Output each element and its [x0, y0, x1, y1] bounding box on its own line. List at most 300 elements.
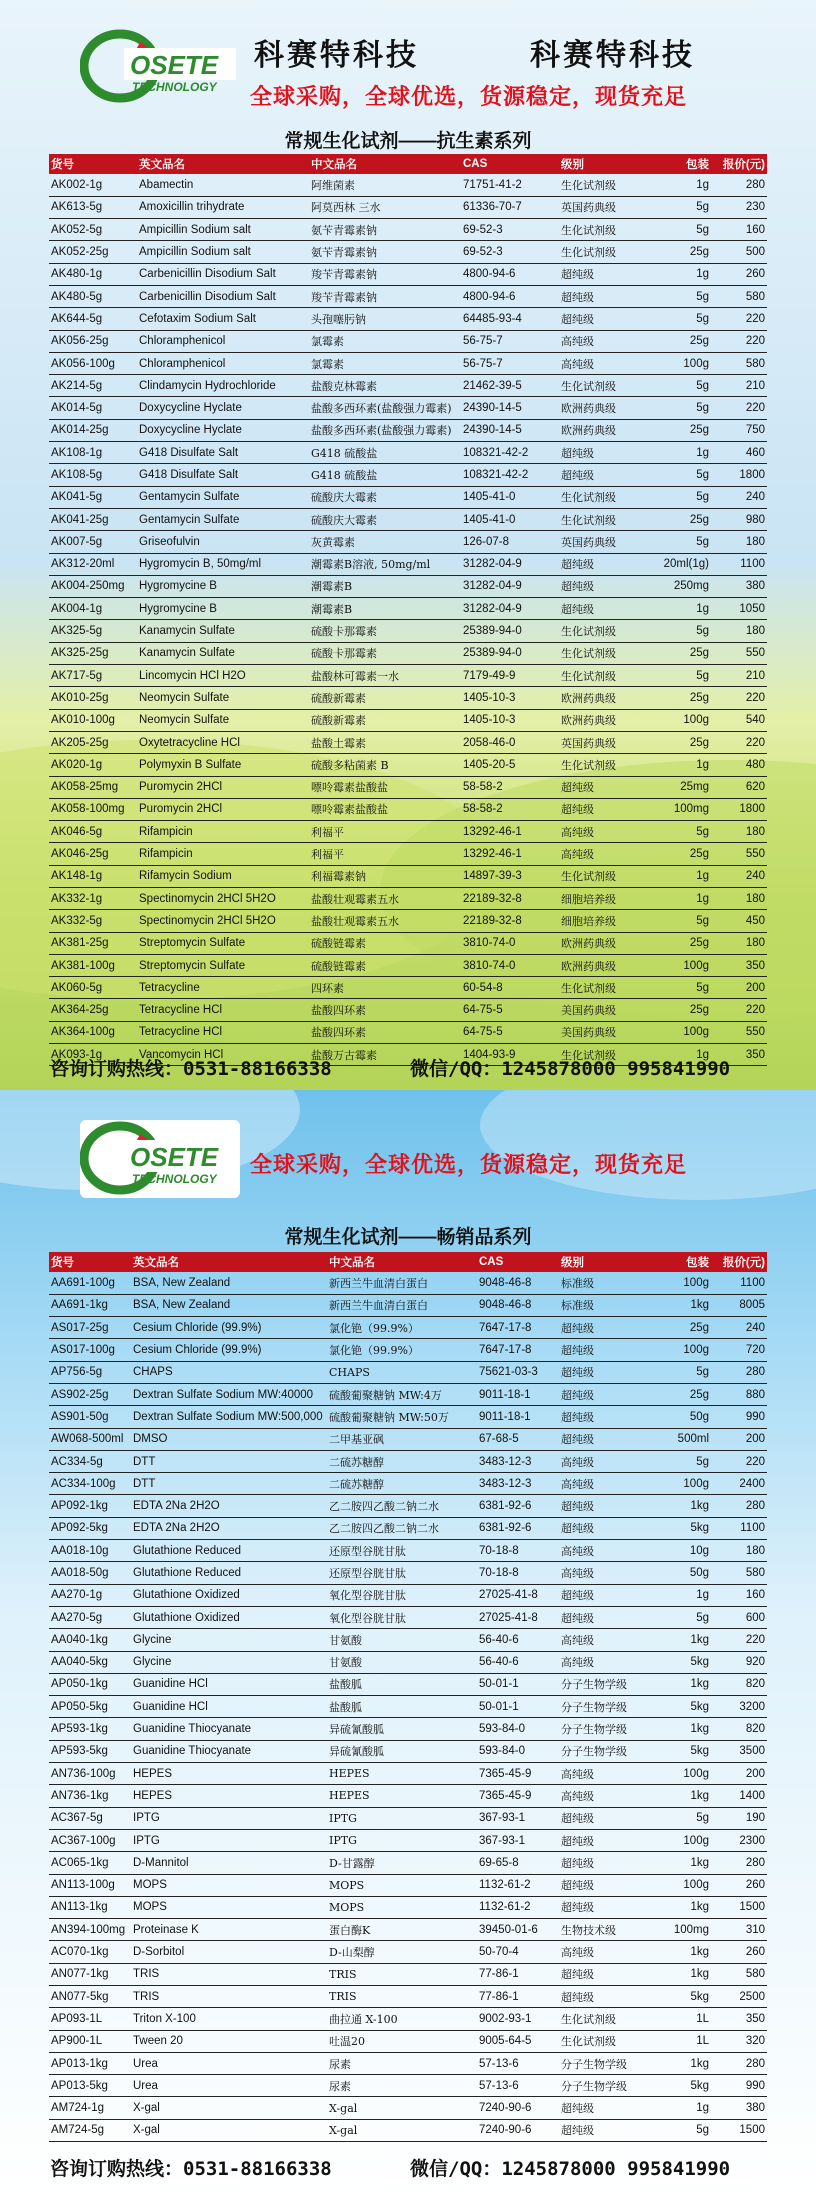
cell-cas: 7240-90-6	[477, 2097, 559, 2119]
cell-cas: 27025-41-8	[477, 1606, 559, 1628]
cell-cas: 77-86-1	[477, 1963, 559, 1985]
cell-price: 580	[711, 1963, 767, 1985]
cell-code: AK014-5g	[49, 397, 137, 419]
cell-english: Rifampicin	[137, 821, 309, 843]
cell-grade: 分子生物学级	[559, 1740, 647, 1762]
cell-grade: 生化试剂级	[559, 642, 647, 664]
table-row	[49, 219, 767, 241]
company-logo	[80, 1120, 240, 1198]
cell-price: 580	[711, 1562, 767, 1584]
cell-english: BSA, New Zealand	[131, 1272, 327, 1294]
cell-cas: 56-75-7	[461, 352, 559, 374]
cell-english: Glutathione Reduced	[131, 1540, 327, 1562]
cell-code: AK041-25g	[49, 508, 137, 530]
table-row	[49, 2075, 767, 2097]
cell-grade: 超纯级	[559, 1383, 647, 1405]
table-row	[49, 1718, 767, 1740]
cell-english: Guanidine HCl	[131, 1696, 327, 1718]
cell-price: 180	[711, 531, 767, 553]
cell-price: 1100	[711, 1272, 767, 1294]
cell-chinese: TRIS	[327, 1986, 477, 2008]
cell-chinese: 甘氨酸	[327, 1629, 477, 1651]
table-row	[49, 1272, 767, 1294]
cell-pack: 1L	[647, 2008, 711, 2030]
cell-english: Hygromycine B	[137, 598, 309, 620]
cell-grade: 高纯级	[559, 1450, 647, 1472]
cell-cas: 21462-39-5	[461, 375, 559, 397]
cell-cas: 7179-49-9	[461, 665, 559, 687]
cell-chinese: TRIS	[327, 1963, 477, 1985]
cell-grade: 生化试剂级	[559, 486, 647, 508]
cell-cas: 56-40-6	[477, 1629, 559, 1651]
cell-price: 600	[711, 1606, 767, 1628]
cell-price: 450	[711, 910, 767, 932]
cell-price: 620	[711, 776, 767, 798]
cell-pack: 500ml	[647, 1428, 711, 1450]
table-row	[49, 1740, 767, 1762]
cell-pack: 1kg	[647, 1495, 711, 1517]
cell-price: 210	[711, 665, 767, 687]
cell-pack: 25g	[647, 932, 711, 954]
table-row	[49, 2030, 767, 2052]
cell-cas: 1404-93-9	[461, 1044, 559, 1066]
cell-grade: 超纯级	[559, 1807, 647, 1829]
cell-english: Griseofulvin	[137, 531, 309, 553]
cell-cas: 56-75-7	[461, 330, 559, 352]
cell-english: Carbenicillin Disodium Salt	[137, 263, 309, 285]
table-row	[49, 687, 767, 709]
cell-grade: 超纯级	[559, 575, 647, 597]
cell-cas: 58-58-2	[461, 776, 559, 798]
cell-price: 8005	[711, 1294, 767, 1316]
cell-grade: 欧洲药典级	[559, 709, 647, 731]
cell-code: AK014-25g	[49, 419, 137, 441]
cell-cas: 7365-45-9	[477, 1763, 559, 1785]
cell-code: AK058-25mg	[49, 776, 137, 798]
column-header-cas: CAS	[461, 154, 559, 174]
cell-price: 350	[711, 2008, 767, 2030]
table-row	[49, 1428, 767, 1450]
cell-english: DMSO	[131, 1428, 327, 1450]
cell-code: AC367-100g	[49, 1829, 131, 1851]
cell-chinese: 硫酸庆大霉素	[309, 508, 461, 530]
table-row	[49, 1629, 767, 1651]
cell-pack: 1kg	[647, 1718, 711, 1740]
cell-price: 350	[711, 954, 767, 976]
cell-chinese: 阿维菌素	[309, 174, 461, 196]
cell-code: AA270-5g	[49, 1606, 131, 1628]
cell-pack: 5g	[647, 219, 711, 241]
cell-grade: 高纯级	[559, 1763, 647, 1785]
table-row	[49, 375, 767, 397]
company-logo	[80, 28, 240, 106]
cell-english: IPTG	[131, 1829, 327, 1851]
cell-pack: 25g	[647, 241, 711, 263]
cell-grade: 生化试剂级	[559, 375, 647, 397]
cell-code: AK332-5g	[49, 910, 137, 932]
cell-pack: 25g	[647, 687, 711, 709]
cell-pack: 100g	[647, 954, 711, 976]
table-row	[49, 731, 767, 753]
cell-grade: 超纯级	[559, 308, 647, 330]
cell-price: 1800	[711, 798, 767, 820]
cell-chinese: 四环素	[309, 977, 461, 999]
cell-chinese: 硫酸新霉素	[309, 709, 461, 731]
cell-pack: 25g	[647, 843, 711, 865]
cell-grade: 分子生物学级	[559, 1696, 647, 1718]
cell-cas: 7647-17-8	[477, 1317, 559, 1339]
cell-code: AK332-1g	[49, 888, 137, 910]
cell-chinese: 尿素	[327, 2052, 477, 2074]
cell-pack: 1kg	[647, 1785, 711, 1807]
cell-chinese: D-甘露醇	[327, 1852, 477, 1874]
cell-price: 260	[711, 263, 767, 285]
cell-pack: 50g	[647, 1562, 711, 1584]
cell-code: AK058-100mg	[49, 798, 137, 820]
cell-english: Gentamycin Sulfate	[137, 486, 309, 508]
cell-english: G418 Disulfate Salt	[137, 464, 309, 486]
cell-english: Proteinase K	[131, 1919, 327, 1941]
cell-chinese: X-gal	[327, 2097, 477, 2119]
cell-chinese: D-山梨醇	[327, 1941, 477, 1963]
cell-english: DTT	[131, 1473, 327, 1495]
cell-english: Doxycycline Hyclate	[137, 419, 309, 441]
cell-cas: 58-58-2	[461, 798, 559, 820]
cell-english: Guanidine Thiocyanate	[131, 1718, 327, 1740]
cell-pack: 1kg	[647, 1896, 711, 1918]
cell-chinese: 甘氨酸	[327, 1651, 477, 1673]
cell-chinese: CHAPS	[327, 1361, 477, 1383]
cell-english: Spectinomycin 2HCl 5H2O	[137, 910, 309, 932]
cell-english: Polymyxin B Sulfate	[137, 754, 309, 776]
cell-code: AP013-1kg	[49, 2052, 131, 2074]
cell-chinese: 盐酸胍	[327, 1673, 477, 1695]
cell-code: AK214-5g	[49, 375, 137, 397]
cell-english: Lincomycin HCl H2O	[137, 665, 309, 687]
cell-chinese: 盐酸多西环素(盐酸强力霉素)	[309, 419, 461, 441]
cell-english: D-Sorbitol	[131, 1941, 327, 1963]
cell-grade: 高纯级	[559, 1629, 647, 1651]
cell-chinese: 硫酸卡那霉素	[309, 620, 461, 642]
table-row	[49, 1540, 767, 1562]
logo-subtext: TECHNOLOGY	[132, 1172, 217, 1186]
cell-english: X-gal	[131, 2119, 327, 2141]
cell-pack: 100g	[647, 1829, 711, 1851]
table-row	[49, 1495, 767, 1517]
cell-chinese: 潮霉素B溶液, 50mg/ml	[309, 553, 461, 575]
cell-price: 500	[711, 241, 767, 263]
cell-grade: 生物技术级	[559, 1919, 647, 1941]
cell-code: AK060-5g	[49, 977, 137, 999]
table-row	[49, 954, 767, 976]
cell-cas: 9011-18-1	[477, 1383, 559, 1405]
table-row	[49, 665, 767, 687]
cell-english: BSA, New Zealand	[131, 1294, 327, 1316]
table-row	[49, 352, 767, 374]
cell-grade: 生化试剂级	[559, 1044, 647, 1066]
cell-pack: 5g	[647, 308, 711, 330]
cell-code: AP050-1kg	[49, 1673, 131, 1695]
cell-code: AP900-1L	[49, 2030, 131, 2052]
table-title-antibiotics: 常规生化试剂——抗生素系列	[284, 131, 532, 152]
table-row	[49, 285, 767, 307]
cell-code: AM724-1g	[49, 2097, 131, 2119]
table-row	[49, 1383, 767, 1405]
cell-grade: 欧洲药典级	[559, 397, 647, 419]
column-header-pack: 包装	[647, 154, 711, 174]
cell-code: AK056-100g	[49, 352, 137, 374]
cell-chinese: HEPES	[327, 1785, 477, 1807]
table-row	[49, 486, 767, 508]
cell-pack: 250mg	[647, 575, 711, 597]
cell-chinese: G418 硫酸盐	[309, 442, 461, 464]
cell-english: G418 Disulfate Salt	[137, 442, 309, 464]
cell-english: Spectinomycin 2HCl 5H2O	[137, 888, 309, 910]
table-row	[49, 1763, 767, 1785]
cell-price: 1800	[711, 464, 767, 486]
cell-english: MOPS	[131, 1896, 327, 1918]
cell-chinese: 异硫氰酸胍	[327, 1740, 477, 1762]
cell-chinese: IPTG	[327, 1829, 477, 1851]
cell-english: D-Mannitol	[131, 1852, 327, 1874]
bestsellers-table	[49, 1252, 767, 2142]
cell-code: AK148-1g	[49, 865, 137, 887]
cell-code: AA691-1kg	[49, 1294, 131, 1316]
cell-grade: 生化试剂级	[559, 754, 647, 776]
cell-english: Urea	[131, 2052, 327, 2074]
cell-cas: 57-13-6	[477, 2052, 559, 2074]
cell-code: AW068-500ml	[49, 1428, 131, 1450]
cell-cas: 61336-70-7	[461, 196, 559, 218]
cell-cas: 56-40-6	[477, 1651, 559, 1673]
cell-code: AN394-100mg	[49, 1919, 131, 1941]
cell-pack: 5g	[647, 1361, 711, 1383]
cell-pack: 1kg	[647, 1963, 711, 1985]
cell-english: Abamectin	[137, 174, 309, 196]
cell-english: IPTG	[131, 1807, 327, 1829]
cell-chinese: 盐酸林可霉素一水	[309, 665, 461, 687]
cell-chinese: 吐温20	[327, 2030, 477, 2052]
cell-grade: 高纯级	[559, 1651, 647, 1673]
cell-grade: 超纯级	[559, 263, 647, 285]
cell-chinese: 氯霉素	[309, 330, 461, 352]
table-row	[49, 1852, 767, 1874]
cell-price: 220	[711, 330, 767, 352]
cell-pack: 5g	[647, 285, 711, 307]
cell-price: 580	[711, 285, 767, 307]
cell-code: AC334-100g	[49, 1473, 131, 1495]
cell-pack: 5kg	[647, 1517, 711, 1539]
cell-code: AP756-5g	[49, 1361, 131, 1383]
cell-grade: 生化试剂级	[559, 665, 647, 687]
cell-grade: 超纯级	[559, 464, 647, 486]
cell-chinese: 氯霉素	[309, 352, 461, 374]
cell-english: Oxytetracycline HCl	[137, 731, 309, 753]
cell-cas: 1405-41-0	[461, 508, 559, 530]
cell-code: AK010-25g	[49, 687, 137, 709]
cell-pack: 100mg	[647, 1919, 711, 1941]
cell-code: AS017-100g	[49, 1339, 131, 1361]
column-header-english: 英文品名	[137, 154, 309, 174]
brand-name-repeat: 科赛特科技	[530, 38, 695, 73]
cell-price: 200	[711, 1763, 767, 1785]
cell-cas: 7365-45-9	[477, 1785, 559, 1807]
cell-cas: 9002-93-1	[477, 2008, 559, 2030]
table-row	[49, 977, 767, 999]
cell-grade: 美国药典级	[559, 999, 647, 1021]
cell-pack: 1kg	[647, 1852, 711, 1874]
cell-english: Hygromycin B, 50mg/ml	[137, 553, 309, 575]
cell-pack: 5g	[647, 397, 711, 419]
cell-pack: 5g	[647, 464, 711, 486]
cell-chinese: 蛋白酶K	[327, 1919, 477, 1941]
cell-cas: 3810-74-0	[461, 954, 559, 976]
cell-grade: 超纯级	[559, 1986, 647, 2008]
cell-pack: 1kg	[647, 1629, 711, 1651]
cell-chinese: 利福霉素钠	[309, 865, 461, 887]
cell-pack: 100g	[647, 1763, 711, 1785]
cell-chinese: 硫酸多粘菌素 B	[309, 754, 461, 776]
table-row	[49, 1963, 767, 1985]
cell-price: 750	[711, 419, 767, 441]
slogan: 全球采购，全球优选，货源稳定，现货充足	[250, 1152, 688, 1177]
cell-english: Tween 20	[131, 2030, 327, 2052]
cell-grade: 超纯级	[559, 598, 647, 620]
table-row	[49, 776, 767, 798]
cell-pack: 1kg	[647, 2052, 711, 2074]
column-header-grade: 级别	[559, 1252, 647, 1272]
cell-code: AK364-100g	[49, 1021, 137, 1043]
table-body	[49, 174, 767, 1066]
cell-chinese: MOPS	[327, 1896, 477, 1918]
cell-cas: 27025-41-8	[477, 1584, 559, 1606]
cell-code: AP092-1kg	[49, 1495, 131, 1517]
cell-code: AK381-25g	[49, 932, 137, 954]
cell-pack: 1kg	[647, 1673, 711, 1695]
cell-code: AK480-5g	[49, 285, 137, 307]
panel-header	[0, 1090, 816, 1220]
cell-cas: 71751-41-2	[461, 174, 559, 196]
cell-grade: 高纯级	[559, 330, 647, 352]
cell-price: 820	[711, 1673, 767, 1695]
cell-chinese: 还原型谷胱甘肽	[327, 1562, 477, 1584]
cell-chinese: 盐酸壮观霉素五水	[309, 888, 461, 910]
antibiotics-table	[49, 154, 767, 1066]
cell-chinese: 硫酸葡聚糖钠 MW:50万	[327, 1406, 477, 1428]
cell-price: 220	[711, 687, 767, 709]
cell-grade: 高纯级	[559, 1562, 647, 1584]
cell-grade: 超纯级	[559, 1606, 647, 1628]
cell-pack: 50g	[647, 1406, 711, 1428]
cell-grade: 生化试剂级	[559, 977, 647, 999]
table-row	[49, 442, 767, 464]
cell-grade: 超纯级	[559, 776, 647, 798]
cell-cas: 57-13-6	[477, 2075, 559, 2097]
cell-grade: 生化试剂级	[559, 508, 647, 530]
cell-grade: 欧洲药典级	[559, 419, 647, 441]
cell-code: AP593-5kg	[49, 1740, 131, 1762]
cell-pack: 25g	[647, 508, 711, 530]
cell-pack: 5kg	[647, 1651, 711, 1673]
wechat-qq-text: 微信/QQ：1245878000 995841990	[410, 1058, 731, 1080]
cell-english: Puromycin 2HCl	[137, 776, 309, 798]
cell-english: Glutathione Reduced	[131, 1562, 327, 1584]
cell-cas: 69-52-3	[461, 241, 559, 263]
cell-grade: 超纯级	[559, 1428, 647, 1450]
cell-price: 3500	[711, 1740, 767, 1762]
cell-price: 1050	[711, 598, 767, 620]
cell-english: X-gal	[131, 2097, 327, 2119]
cell-code: AK325-5g	[49, 620, 137, 642]
cell-english: Clindamycin Hydrochloride	[137, 375, 309, 397]
cell-cas: 70-18-8	[477, 1540, 559, 1562]
cell-chinese: 羧苄青霉素钠	[309, 263, 461, 285]
table-row	[49, 1584, 767, 1606]
cell-chinese: 二硫苏糖醇	[327, 1450, 477, 1472]
table-row	[49, 2097, 767, 2119]
cell-price: 200	[711, 977, 767, 999]
column-header-code: 货号	[49, 154, 137, 174]
cell-english: Kanamycin Sulfate	[137, 620, 309, 642]
cell-chinese: 阿莫西林 三水	[309, 196, 461, 218]
cell-code: AK480-1g	[49, 263, 137, 285]
cell-price: 220	[711, 1629, 767, 1651]
cell-chinese: 氧化型谷胱甘肽	[327, 1584, 477, 1606]
cell-cas: 7647-17-8	[477, 1339, 559, 1361]
cell-pack: 25g	[647, 731, 711, 753]
cell-grade: 高纯级	[559, 843, 647, 865]
cell-price: 980	[711, 508, 767, 530]
cell-pack: 100mg	[647, 798, 711, 820]
cell-grade: 超纯级	[559, 1361, 647, 1383]
cell-pack: 5kg	[647, 1696, 711, 1718]
cell-price: 540	[711, 709, 767, 731]
cell-chinese: IPTG	[327, 1807, 477, 1829]
cell-grade: 超纯级	[559, 1517, 647, 1539]
table-row	[49, 1986, 767, 2008]
table-row	[49, 1317, 767, 1339]
cell-english: Urea	[131, 2075, 327, 2097]
cell-pack: 1g	[647, 263, 711, 285]
cell-price: 990	[711, 2075, 767, 2097]
cell-code: AK613-5g	[49, 196, 137, 218]
cell-code: AK205-25g	[49, 731, 137, 753]
cell-pack: 1g	[647, 598, 711, 620]
bestsellers-panel	[0, 1090, 816, 2198]
cell-price: 260	[711, 1941, 767, 1963]
cell-pack: 5g	[647, 1606, 711, 1628]
cell-chinese: 嘌呤霉素盐酸盐	[309, 798, 461, 820]
cell-code: AP092-5kg	[49, 1517, 131, 1539]
table-row	[49, 1651, 767, 1673]
cell-chinese: 新西兰牛血清白蛋白	[327, 1294, 477, 1316]
cell-grade: 生化试剂级	[559, 2008, 647, 2030]
logo-wordmark: OSETE	[130, 50, 219, 80]
column-header-chinese: 中文品名	[327, 1252, 477, 1272]
table-row	[49, 1339, 767, 1361]
column-header-grade: 级别	[559, 154, 647, 174]
cell-chinese: 氨苄青霉素钠	[309, 219, 461, 241]
cell-code: AK364-25g	[49, 999, 137, 1021]
cell-code: AK041-5g	[49, 486, 137, 508]
cell-english: Kanamycin Sulfate	[137, 642, 309, 664]
cell-cas: 6381-92-6	[477, 1517, 559, 1539]
cell-code: AN113-1kg	[49, 1896, 131, 1918]
cell-code: AA018-10g	[49, 1540, 131, 1562]
cell-chinese: 盐酸克林霉素	[309, 375, 461, 397]
cell-pack: 5g	[647, 910, 711, 932]
cell-chinese: 潮霉素B	[309, 598, 461, 620]
